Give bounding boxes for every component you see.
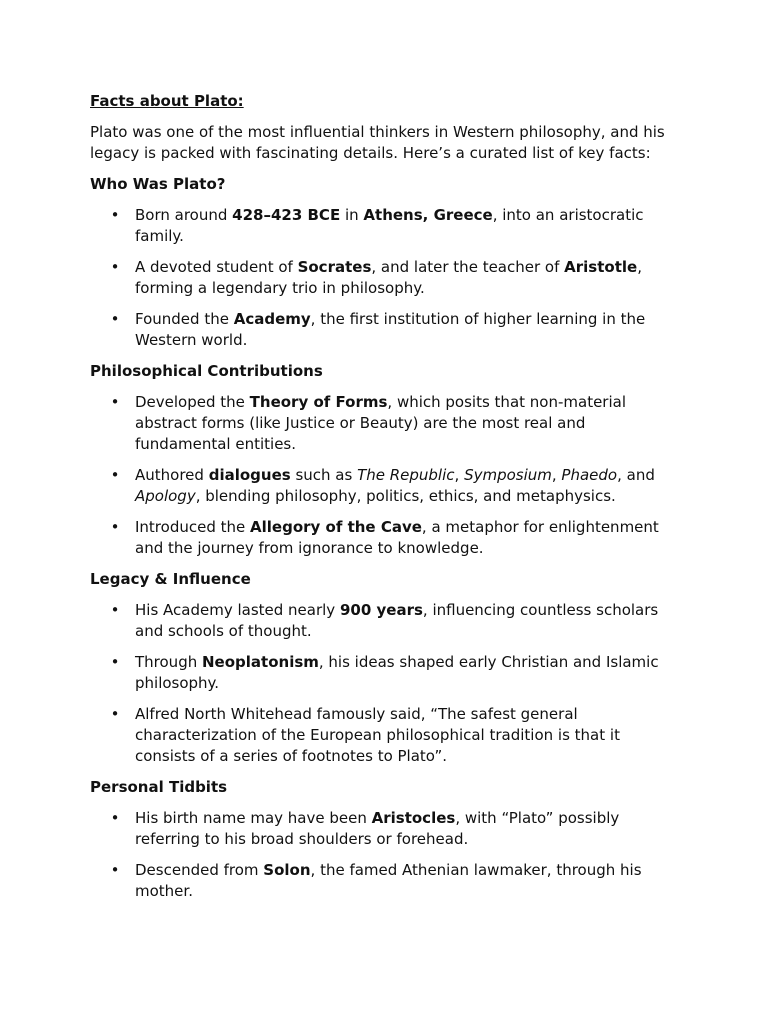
bullet-list xyxy=(90,392,680,559)
bold-text: 428–423 BCE xyxy=(232,206,341,224)
section-heading: Who Was Plato? xyxy=(90,175,226,193)
text-run: Developed the xyxy=(135,393,250,411)
list-item xyxy=(90,309,680,351)
bullet-icon: • xyxy=(110,518,120,536)
section-heading: Legacy & Influence xyxy=(90,570,251,588)
text-run: such as xyxy=(290,466,358,484)
text-run: , which posits that non-material abstract forms (like Justice or Beauty) are the most real and fundamental entities. xyxy=(135,393,626,453)
text-run: in xyxy=(340,206,364,224)
bold-text: Socrates xyxy=(297,258,372,276)
list-item xyxy=(90,808,680,850)
document-title: Facts about Plato: xyxy=(90,92,244,110)
bullet-icon: • xyxy=(110,258,120,276)
text-run: , influencing countless scholars and schools of thought. xyxy=(135,601,659,640)
bullet-icon: • xyxy=(110,466,120,484)
italic-text: Apology xyxy=(135,487,196,505)
bold-text: Aristocles xyxy=(371,809,456,827)
bullet-list xyxy=(90,205,680,351)
italic-text: Phaedo xyxy=(561,466,618,484)
bold-text: 900 years xyxy=(339,601,423,619)
bullet-icon: • xyxy=(110,653,120,671)
italic-text: The Republic xyxy=(357,466,455,484)
text-run: Alfred North Whitehead famously said, “The safest general characterization of the European philosophical tradition is that it consists of a series of footnotes to Plato”. xyxy=(135,705,620,765)
bullet-icon: • xyxy=(110,310,120,328)
text-run: , the famed Athenian lawmaker, through his mother. xyxy=(135,861,642,900)
bold-text: Aristotle xyxy=(564,258,638,276)
text-run: , forming a legendary trio in philosophy. xyxy=(135,258,642,297)
list-item xyxy=(90,392,680,455)
text-run: His birth name may have been xyxy=(135,809,372,827)
bold-text: Academy xyxy=(233,310,311,328)
bullet-list xyxy=(90,808,680,902)
list-item xyxy=(90,652,680,694)
text-run: Authored xyxy=(135,466,209,484)
bullet-icon: • xyxy=(110,861,120,879)
list-item xyxy=(90,860,680,902)
text-run: Descended from xyxy=(135,861,264,879)
list-item xyxy=(90,517,680,559)
text-run: , into an aristocratic family. xyxy=(135,206,644,245)
list-item xyxy=(90,600,680,642)
italic-text: Symposium xyxy=(464,466,552,484)
section-heading: Personal Tidbits xyxy=(90,778,228,796)
text-run: , a metaphor for enlightenment and the journey from ignorance to knowledge. xyxy=(135,518,659,557)
text-run: , xyxy=(551,466,562,484)
text-run: , blending philosophy, politics, ethics, and metaphysics. xyxy=(195,487,616,505)
bold-text: dialogues xyxy=(208,466,291,484)
bold-text: Allegory of the Cave xyxy=(250,518,422,536)
list-item xyxy=(90,257,680,299)
section-heading: Philosophical Contributions xyxy=(90,362,323,380)
bold-text: Neoplatonism xyxy=(202,653,319,671)
text-run: His Academy lasted nearly xyxy=(135,601,340,619)
sections-container xyxy=(90,174,680,902)
intro-paragraph: Plato was one of the most influential thinkers in Western philosophy, and his legacy is packed with fascinating details. Here’s a curated list of key facts: xyxy=(90,123,665,162)
text-run: , his ideas shaped early Christian and Islamic philosophy. xyxy=(135,653,659,692)
text-run: , xyxy=(454,466,465,484)
document-content xyxy=(90,91,680,912)
text-run: Through xyxy=(135,653,202,671)
text-run: , with “Plato” possibly referring to his broad shoulders or forehead. xyxy=(135,809,620,848)
text-run: , and xyxy=(617,466,655,484)
text-run: Introduced the xyxy=(135,518,251,536)
bullet-icon: • xyxy=(110,393,120,411)
bullet-icon: • xyxy=(110,705,120,723)
text-run: Founded the xyxy=(135,310,234,328)
text-run: Born around xyxy=(135,206,233,224)
text-run: , the first institution of higher learning in the Western world. xyxy=(135,310,646,349)
bold-text: Theory of Forms xyxy=(249,393,388,411)
bullet-list xyxy=(90,600,680,767)
text-run: , and later the teacher of xyxy=(371,258,565,276)
bullet-icon: • xyxy=(110,206,120,224)
bullet-icon: • xyxy=(110,809,120,827)
bold-text: Athens, Greece xyxy=(363,206,493,224)
bullet-icon: • xyxy=(110,601,120,619)
list-item xyxy=(90,704,680,767)
list-item xyxy=(90,465,680,507)
text-run: A devoted student of xyxy=(135,258,298,276)
bold-text: Solon xyxy=(263,861,311,879)
list-item xyxy=(90,205,680,247)
